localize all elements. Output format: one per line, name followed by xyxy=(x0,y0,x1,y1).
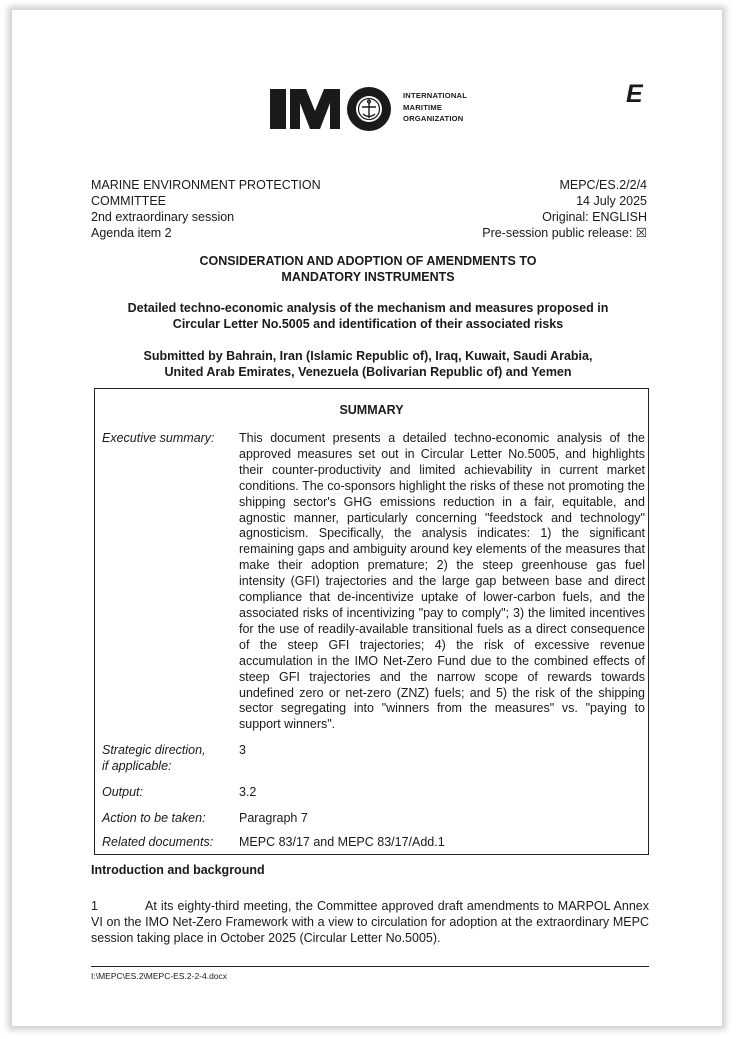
footer-divider xyxy=(91,966,649,967)
subtitle-line: Detailed techno-economic analysis of the mechanism and measures proposed in xyxy=(127,301,609,315)
related-documents-value: MEPC 83/17 and MEPC 83/17/Add.1 xyxy=(239,835,445,849)
logo-line: INTERNATIONAL xyxy=(403,91,468,100)
paragraph-number: 1 xyxy=(91,899,98,913)
executive-summary-text: This document presents a detailed techno-economic analysis of the approved measures set out in Circular Letter No.5005, and highlights their counter-productivity and limited achievability in current market conditions. The co-sponsors highlight the risks of these not promoting the shipping sector's GHG emissions reduction in a fair, equitable, and agnostic manner, particularly concerning "feedstock and technology" agnosticism. Specifically, the analysis indicates: 1) the significant remaining gaps and ambiguity around key elements of the measures that make their adoption premature; 2) the steep greenhouse gas fuel intensity (GFI) trajectories and the large gap between base and direct compliance that de-incentivize uptake of lower-carbon fuels, and the associated risks of incentivizing "pay to comply"; 3) the limited incentives for the use of readily-available transitional fuels as a direct consequence of the steep GFI trajectories; 4) the risk of excessive revenue accumulation in the IMO Net-Zero Fund due to the combined effects of steep GFI trajectories and the narrow scope of rewards towards undefined zero or net-zero (ZNZ) fuels; and 5) the risk of the shipping sector segregating into "winners from the measures" vs. "paying to support winners". xyxy=(239,431,645,732)
subtitle-line: Circular Letter No.5005 and identification of their associated risks xyxy=(172,317,564,331)
title-line: CONSIDERATION AND ADOPTION OF AMENDMENTS TO xyxy=(199,254,537,268)
action-value: Paragraph 7 xyxy=(239,811,308,825)
action-label: Action to be taken: xyxy=(102,811,206,825)
committee-name: MARINE ENVIRONMENT PROTECTION xyxy=(91,178,321,192)
summary-box xyxy=(94,388,649,855)
logo-line: ORGANIZATION xyxy=(403,114,464,123)
document-date: 14 July 2025 xyxy=(576,194,647,208)
imo-logo-mark xyxy=(270,85,396,133)
section-heading: Introduction and background xyxy=(91,863,265,877)
output-value: 3.2 xyxy=(239,785,257,799)
strategic-direction-label xyxy=(102,743,206,775)
executive-summary-label: Executive summary: xyxy=(102,431,215,445)
submitted-by xyxy=(72,348,664,380)
committee-header xyxy=(91,177,321,241)
related-documents-label: Related documents: xyxy=(102,835,214,849)
submitted-line: United Arab Emirates, Venezuela (Bolivarian Republic of) and Yemen xyxy=(164,365,572,379)
language-code: E xyxy=(626,80,643,108)
submitted-line: Submitted by Bahrain, Iran (Islamic Republic of), Iraq, Kuwait, Saudi Arabia, xyxy=(143,349,593,363)
document-title xyxy=(72,253,664,285)
title-line: MANDATORY INSTRUMENTS xyxy=(281,270,455,284)
paragraph-1 xyxy=(91,898,649,946)
footer-file-path: I:\MEPC\ES.2\MEPC-ES.2-2-4.docx xyxy=(91,971,228,981)
document-symbol: MEPC/ES.2/2/4 xyxy=(559,178,647,192)
output-label: Output: xyxy=(102,785,143,799)
strategic-label-line: Strategic direction, xyxy=(102,743,206,757)
document-subtitle xyxy=(72,300,664,332)
session: 2nd extraordinary session xyxy=(91,210,235,224)
agenda-item: Agenda item 2 xyxy=(91,226,172,240)
paragraph-text: At its eighty-third meeting, the Committee approved draft amendments to MARPOL Annex VI on the IMO Net-Zero Framework with a view to circulation for adoption at the extraordinary MEPC session taking place in October 2025 (Circular Letter No.5005). xyxy=(91,899,649,945)
original-language: Original: ENGLISH xyxy=(542,210,647,224)
pre-session-release: Pre-session public release: ☒ xyxy=(482,226,647,240)
document-meta xyxy=(482,177,647,241)
imo-organization-name xyxy=(403,90,467,125)
strategic-direction-value: 3 xyxy=(239,743,246,757)
summary-heading: SUMMARY xyxy=(339,403,404,417)
document-page xyxy=(11,9,723,1027)
strategic-label-line: if applicable: xyxy=(102,758,172,773)
logo-line: MARITIME xyxy=(403,102,443,112)
committee-name-cont: COMMITTEE xyxy=(91,194,166,208)
